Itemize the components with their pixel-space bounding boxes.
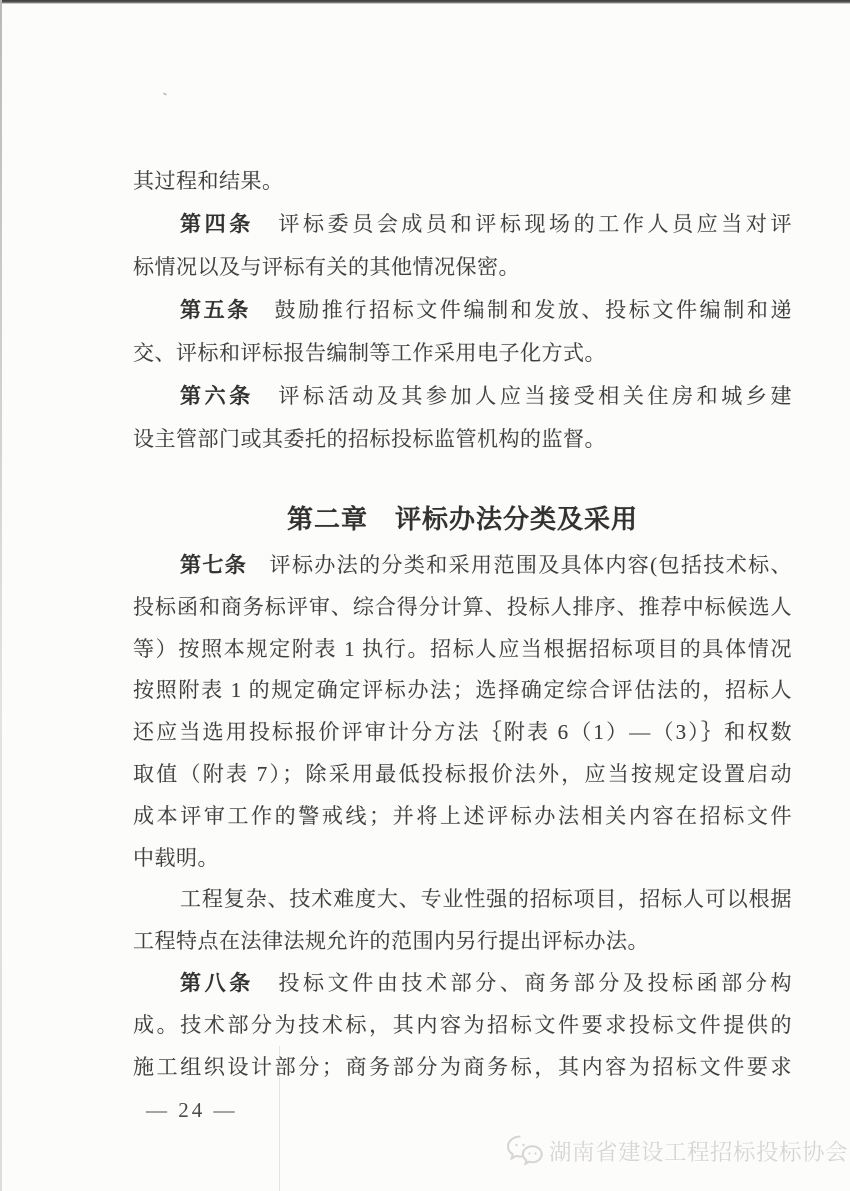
- scan-edge-top: [0, 0, 850, 4]
- text-line: 设主管部门或其委托的招标投标监管机构的监督。: [133, 427, 606, 451]
- text-line: 第六条 评标活动及其参加人应当接受相关住房和城乡建: [180, 384, 792, 408]
- text-line: 标情况以及与评标有关的其他情况保密。: [133, 255, 520, 279]
- text-line: 还应当选用投标报价评审计分方法｛附表 6（1）—（3）｝和权数: [133, 720, 792, 745]
- article-number: 第八条: [180, 970, 254, 995]
- wechat-bubbles-icon: [506, 1134, 544, 1168]
- article-number: 第四条: [180, 212, 254, 236]
- text-line: 工程复杂、技术难度大、专业性强的招标项目，招标人可以根据: [180, 887, 792, 912]
- scan-speck: [163, 92, 167, 96]
- association-watermark: [506, 1134, 848, 1168]
- scan-edge-left: [0, 0, 2, 1191]
- document-body-lower: [133, 545, 792, 1088]
- article-number: 第六条: [180, 384, 254, 408]
- text-line: 按照附表 1 的规定确定评标办法；选择确定综合评估法的，招标人: [133, 678, 792, 703]
- text-line: 其过程和结果。: [133, 169, 284, 193]
- watermark-text: 湖南省建设工程招标投标协会: [549, 1140, 849, 1165]
- text-line: 等）按照本规定附表 1 执行。招标人应当根据招标项目的具体情况: [133, 636, 792, 661]
- text-line: 中载明。: [133, 845, 219, 870]
- text-line: 取值（附表 7）；除采用最低投标报价法外，应当按规定设置启动: [133, 761, 792, 786]
- text-line: 第四条 评标委员会成员和评标现场的工作人员应当对评: [180, 212, 792, 236]
- text-line: 工程特点在法律法规允许的范围内另行提出评标办法。: [133, 929, 649, 954]
- text-line: 第七条 评标办法的分类和采用范围及具体内容(包括技术标、: [180, 553, 792, 577]
- article-number: 第七条: [180, 553, 248, 577]
- document-body-upper: [133, 160, 792, 461]
- article-number: 第五条: [180, 298, 251, 322]
- text-line: 成本评审工作的警戒线；并将上述评标办法相关内容在招标文件: [133, 803, 792, 828]
- page-number: — 24 —: [146, 1098, 238, 1122]
- text-line: 施工组织设计部分；商务部分为商务标，其内容为招标文件要求: [133, 1054, 792, 1079]
- chapter-heading: 第二章 评标办法分类及采用: [286, 505, 638, 534]
- text-line: 第八条 投标文件由技术部分、商务部分及投标函部分构: [180, 970, 792, 995]
- text-line: 成。技术部分为技术标，其内容为招标文件要求投标文件提供的: [133, 1012, 792, 1037]
- text-line: 第五条 鼓励推行招标文件编制和发放、投标文件编制和递: [180, 298, 793, 322]
- text-line: 投标函和商务标评审、综合得分计算、投标人排序、推荐中标候选人: [133, 594, 792, 619]
- text-line: 交、评标和评标报告编制等工作采用电子化方式。: [133, 341, 606, 365]
